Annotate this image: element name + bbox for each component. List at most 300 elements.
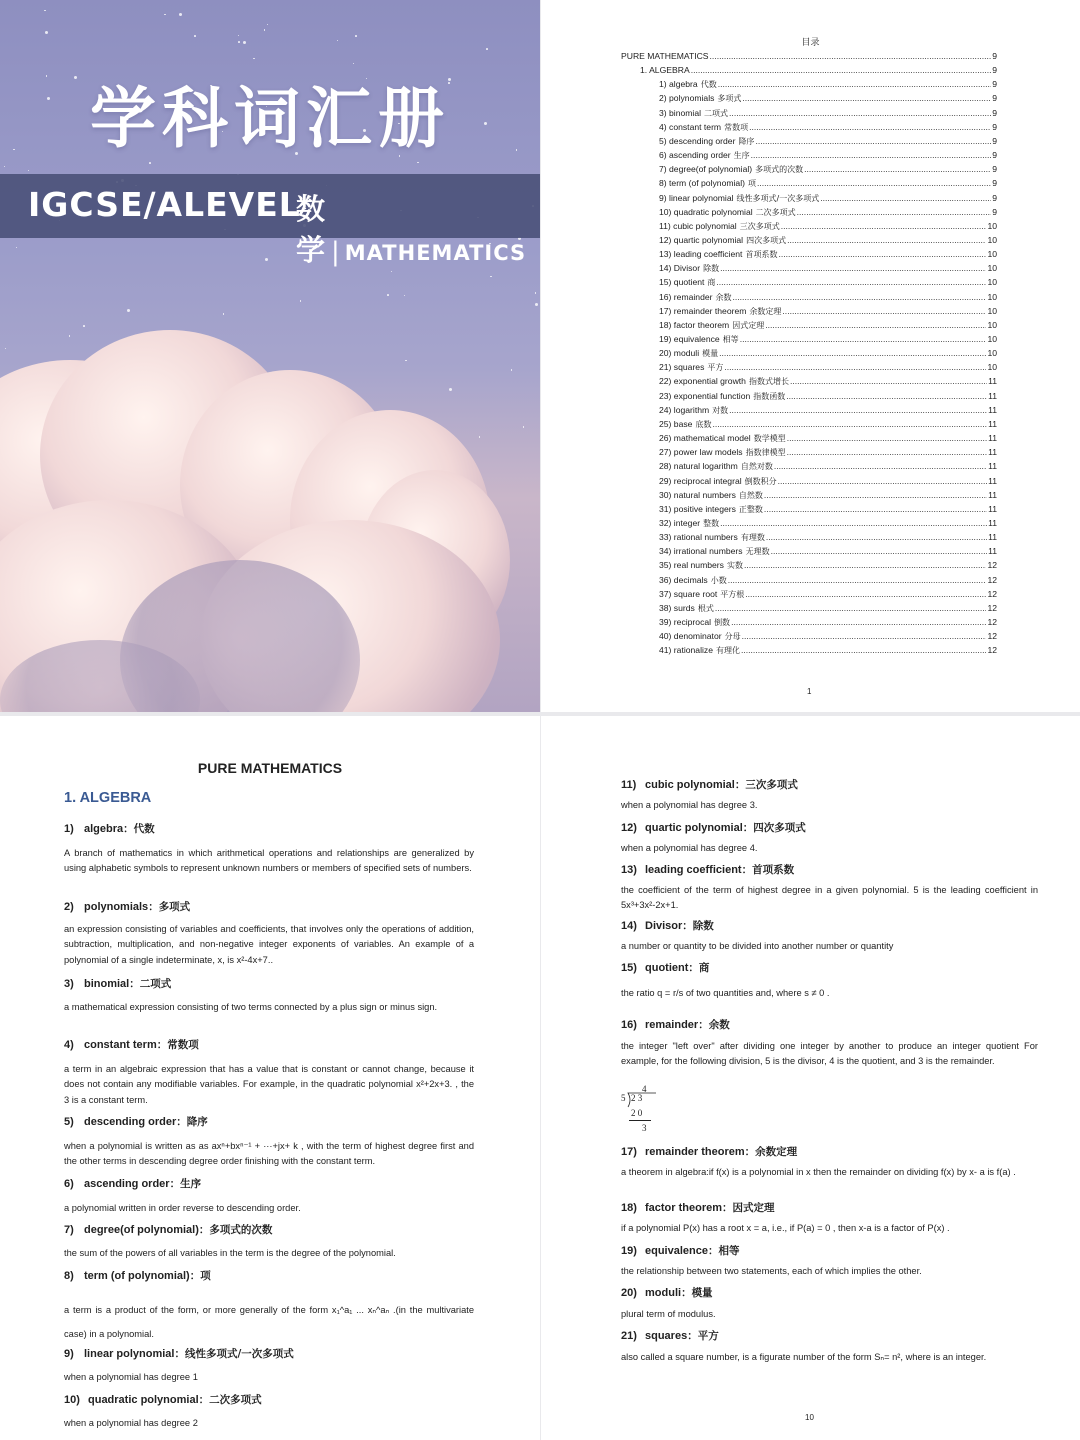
entry-colon: ： (169, 1178, 181, 1190)
star (69, 335, 71, 337)
star (267, 24, 269, 26)
entry-term (621, 820, 806, 835)
star (387, 294, 389, 296)
toc-entry[interactable] (659, 389, 997, 404)
entry-colon: ： (682, 920, 693, 932)
entry-definition: the integer "left over" after dividing one integer by another to produce an integer quotient For example, for the following division, 5 is the divisor, 4 is the quotient, and 3 is the remainder. (621, 1041, 1038, 1067)
entry-term (621, 777, 798, 792)
entry-number: 14) (621, 920, 637, 932)
toc-entry-label: 12) quartic polynomial (659, 234, 744, 245)
toc-entry-page: 12 (987, 588, 997, 599)
toc-entry-label: 27) power law models (659, 447, 743, 458)
toc-entry[interactable] (659, 290, 997, 305)
entry-definition: an expression consisting of variables and coefficients, that involves only the operations of addition, subtraction, multiplication, and non-negative integer exponents of variables. An example of a polynomial of a single indeterminate, x, is x²-4x+7.. (64, 924, 474, 965)
entry-term-zh: 生序 (180, 1178, 202, 1190)
toc-entry-page: 10 (987, 362, 997, 373)
toc-entry[interactable] (659, 148, 997, 163)
toc-entry-page: 10 (987, 305, 997, 316)
entry-definition: when a polynomial has degree 1 (64, 1372, 198, 1382)
entry-number: 7) (64, 1224, 74, 1236)
entry-definition: a mathematical expression consisting of two terms connected by a plus sign or minus sign. (64, 1002, 438, 1012)
toc-entry-chinese: 正整数 (738, 504, 763, 514)
toc-leader-dots (797, 205, 992, 219)
toc-entry-chinese: 项 (747, 179, 756, 189)
toc-leader-dots (715, 601, 987, 615)
entry-colon: ： (148, 901, 159, 913)
toc-entry[interactable] (659, 459, 997, 474)
toc-leader-dots (744, 558, 986, 572)
toc-entry[interactable] (659, 275, 997, 290)
entry-colon: ： (156, 1039, 168, 1051)
toc-entry[interactable] (659, 205, 997, 220)
entry-term (621, 918, 714, 933)
toc-entry-chinese: 首项系数 (745, 250, 778, 260)
entry-term-zh: 平方 (697, 1330, 719, 1342)
toc-entry-page: 11 (988, 546, 997, 557)
toc-entry-page: 9 (992, 121, 997, 132)
toc-entry-label: 35) real numbers (659, 560, 724, 571)
entry-term-en: algebra (84, 823, 124, 835)
toc-leader-dots (778, 474, 987, 488)
star (194, 35, 196, 37)
toc-entry-label: 15) quotient (659, 277, 705, 288)
entry-definition: a term is a product of the form, or more generally of the form x₁^a₁ ... xₙ^aₙ .(in the multivariate case) in a polynomial. (64, 1305, 474, 1339)
star (238, 35, 240, 37)
toc-entry-chinese: 三次多项式 (739, 221, 780, 231)
toc-entry[interactable] (621, 49, 997, 63)
entry-term (64, 1176, 201, 1191)
toc-leader-dots (710, 49, 992, 63)
toc-leader-dots (787, 233, 986, 247)
entry-term-zh: 余数 (708, 1019, 730, 1031)
entry-term (64, 899, 190, 914)
toc-entry-chinese: 四次多项式 (746, 235, 787, 245)
entry-term-en: squares (645, 1330, 688, 1342)
star (391, 271, 393, 273)
toc-leader-dots (712, 417, 987, 431)
toc-entry-chinese: 除数 (703, 264, 720, 274)
toc-entry-label: 31) positive integers (659, 503, 736, 514)
toc-entry-chinese: 平方根 (720, 589, 745, 599)
entry-term (621, 960, 709, 975)
toc-entry-page: 11 (988, 433, 997, 444)
entry-term-zh: 四次多项式 (753, 822, 806, 834)
ld-quotient: 4 (642, 1084, 647, 1094)
entry-term-zh: 相等 (718, 1245, 740, 1257)
ld-divisor: 5 (621, 1093, 626, 1103)
star (417, 162, 419, 164)
toc-entry-chinese: 倒数积分 (744, 476, 777, 486)
toc-entry-label: 8) term (of polynomial) (659, 178, 745, 189)
toc-entry-page: 11 (988, 418, 997, 429)
toc-leader-dots (720, 516, 987, 530)
star (28, 170, 30, 172)
toc-entry[interactable] (659, 332, 997, 347)
toc-entry[interactable] (659, 643, 997, 658)
toc-entry[interactable] (659, 431, 997, 446)
toc-entry[interactable] (659, 615, 997, 630)
entry-term-en: quotient (645, 962, 689, 974)
star (535, 292, 537, 294)
toc-entry-label: 17) remainder theorem (659, 305, 747, 316)
toc-entry[interactable] (659, 374, 997, 389)
page-heading: PURE MATHEMATICS (197, 760, 343, 776)
star (223, 313, 225, 315)
page-number: 10 (805, 1413, 814, 1422)
entry-term-en: Divisor (645, 920, 683, 932)
toc-entry-chinese: 底数 (695, 419, 712, 429)
toc-entry-label: 22) exponential growth (659, 376, 746, 387)
entry-colon: ： (707, 1245, 719, 1257)
toc-entry-chinese: 生序 (733, 151, 750, 161)
entry-term-en: leading coefficient (645, 864, 742, 876)
entry-definition: a polynomial written in order reverse to descending order. (64, 1203, 301, 1213)
entry-definition: the sum of the powers of all variables in the term is the degree of the polynomial. (64, 1248, 396, 1258)
star (4, 166, 6, 168)
toc-entry-chinese: 有理数 (740, 533, 765, 543)
entry-number: 17) (621, 1146, 637, 1158)
star (300, 300, 302, 302)
entry-term-zh: 除数 (692, 920, 714, 932)
entry-number: 12) (621, 822, 637, 834)
entry-number: 6) (64, 1178, 74, 1190)
toc-entry-page: 9 (992, 192, 997, 203)
toc-leader-dots (731, 615, 986, 629)
toc-leader-dots (724, 360, 986, 374)
toc-entry-chinese: 指数函数 (753, 391, 786, 401)
toc-entry-chinese: 根式 (697, 603, 714, 613)
toc-leader-dots (804, 162, 991, 176)
toc-leader-dots (774, 459, 987, 473)
toc-entry-page: 11 (988, 517, 997, 528)
entry-term (64, 821, 155, 836)
toc-entry-label: 4) constant term (659, 121, 722, 132)
entry-definition: when a polynomial has degree 4. (621, 843, 758, 853)
toc-entry-chinese: 平方 (707, 363, 724, 373)
toc-entry-page: 10 (987, 319, 997, 330)
toc-entry[interactable] (659, 360, 997, 375)
toc-entry[interactable] (659, 77, 997, 92)
entry-number: 21) (621, 1330, 637, 1342)
toc-entry[interactable] (659, 134, 997, 149)
entry-number: 3) (64, 978, 74, 990)
toc-entry[interactable] (659, 91, 997, 106)
toc-entry-chinese: 常数项 (724, 122, 749, 132)
toc-entry-page: 10 (987, 277, 997, 288)
toc-entry-page: 12 (987, 574, 997, 585)
toc-entry[interactable] (640, 63, 997, 77)
toc-entry-chinese: 多项式 (717, 94, 742, 104)
toc-leader-dots (786, 389, 987, 403)
entry-colon: ： (198, 1394, 210, 1406)
toc-entry[interactable] (659, 346, 997, 361)
entry-term-zh: 多项式 (158, 901, 191, 913)
star (164, 14, 166, 16)
star (265, 258, 268, 261)
toc-entry-chinese: 数学模型 (753, 434, 786, 444)
entry-colon: ： (722, 1202, 733, 1214)
toc-entry-label: 6) ascending order (659, 150, 731, 161)
toc-entry-label: 34) irrational numbers (659, 546, 743, 557)
toc-entry[interactable] (659, 233, 997, 248)
entry-number: 13) (621, 864, 637, 876)
toc-entry-chinese: 分母 (724, 632, 741, 642)
star (404, 295, 406, 297)
star (179, 13, 182, 16)
toc-leader-dots (757, 176, 991, 190)
entry-term (64, 1222, 272, 1237)
entry-definition: also called a square number, is a figurate number of the form Sₙ= n², where is an integer. (621, 1352, 987, 1362)
toc-entry[interactable] (659, 417, 997, 432)
entry-term-zh: 线性多项式/一次多项式 (184, 1348, 294, 1360)
toc-entry-chinese: 倒数 (714, 618, 731, 627)
toc-entry-page: 10 (987, 291, 997, 302)
toc-entry[interactable] (659, 544, 997, 559)
toc-entry-label: 7) degree(of polynomial) (659, 164, 753, 175)
entry-term-en: cubic polynomial (645, 779, 735, 791)
entry-definition: the ratio q = r/s of two quantities and, where s ≠ 0 . (621, 988, 830, 998)
toc-leader-dots (729, 403, 987, 417)
star (264, 29, 266, 31)
toc-entry[interactable] (659, 558, 997, 573)
toc-entry[interactable] (659, 502, 997, 517)
toc-entry-chinese: 余数定理 (749, 306, 782, 316)
star (353, 63, 355, 65)
entry-term (621, 1328, 719, 1343)
toc-entry-chinese: 无理数 (745, 547, 770, 557)
entry-colon: ： (687, 1330, 698, 1342)
entry-definition: a theorem in algebra:if f(x) is a polynomial in x then the remainder on dividing f(x) by x- a is f(a) . (621, 1167, 1016, 1177)
toc-entry-page: 11 (988, 475, 997, 486)
toc-entry-page: 9 (992, 79, 997, 90)
entry-term-en: quadratic polynomial (88, 1394, 199, 1406)
toc-entry-chinese: 自然数 (738, 490, 763, 500)
toc-entry-label: 3) binomial (659, 107, 702, 118)
toc-entry-page: 11 (988, 532, 997, 543)
toc-entry[interactable] (659, 162, 997, 177)
toc-title: 目录 (801, 38, 820, 48)
entry-colon: ： (123, 823, 134, 835)
toc-entry-chinese: 模量 (702, 349, 719, 359)
toc-entry-page: 10 (987, 249, 997, 260)
toc-leader-dots (765, 318, 986, 332)
entry-term-en: quartic polynomial (645, 822, 743, 834)
entry-term-en: linear polynomial (84, 1348, 175, 1360)
star (490, 276, 492, 278)
toc-entry-label: 20) moduli (659, 348, 700, 359)
toc-leader-dots (764, 502, 987, 516)
entry-term-zh: 二次多项式 (209, 1394, 262, 1406)
entry-colon: ： (681, 1287, 692, 1299)
toc-leader-dots (820, 191, 991, 205)
entry-definition: the relationship between two statements, each of which implies the other. (621, 1266, 922, 1276)
toc-leader-dots (755, 134, 991, 148)
toc-entry-page: 9 (992, 135, 997, 146)
toc-entry-chinese: 多项式的次数 (755, 165, 804, 175)
toc-entry[interactable] (659, 219, 997, 234)
entry-definition: A branch of mathematics in which arithmetical operations and relationships are generalized by using alphabetic symbols to represent unknown numbers or members of specified sets of numbers. (64, 848, 474, 874)
cover-banner (0, 174, 540, 267)
toc-entry-label: 1. ALGEBRA (640, 65, 690, 76)
entry-term-zh: 因式定理 (732, 1202, 775, 1214)
entry-number: 11) (621, 779, 637, 791)
entry-term-zh: 商 (698, 962, 710, 974)
toc-entry[interactable] (659, 573, 997, 588)
toc-entry[interactable] (659, 445, 997, 460)
star (238, 41, 240, 43)
toc-leader-dots (764, 488, 987, 502)
toc-entry[interactable] (659, 530, 997, 545)
toc-entry[interactable] (659, 106, 997, 121)
toc-entry-label: 28) natural logarithm (659, 461, 738, 472)
entry-definition: a number or quantity to be divided into another number or quantity (621, 941, 894, 951)
star (16, 247, 18, 249)
toc-entry-label: 13) leading coefficient (659, 249, 743, 260)
toc-entry-label: 14) Divisor (659, 263, 701, 274)
toc-entry[interactable] (659, 247, 997, 262)
toc-entry-chinese: 线性多项式/一次多项式 (736, 193, 820, 203)
toc-leader-dots (745, 587, 986, 601)
toc-entry-page: 11 (988, 503, 997, 514)
toc-entry[interactable] (659, 629, 997, 644)
toc-entry-chinese: 商 (707, 278, 716, 288)
entry-number: 2) (64, 901, 74, 913)
toc-entry-chinese: 对数 (712, 405, 729, 415)
star (5, 348, 7, 350)
toc-entry[interactable] (659, 304, 997, 319)
toc-entry-label: 11) cubic polynomial (659, 220, 737, 231)
entry-term-en: descending order (84, 1116, 177, 1128)
toc-entry-label: 10) quadratic polynomial (659, 206, 753, 217)
toc-leader-dots (751, 148, 992, 162)
entry-colon: ： (688, 962, 699, 974)
entry-term-zh: 三次多项式 (745, 779, 798, 791)
toc-entry-page: 12 (987, 560, 997, 571)
star (479, 436, 481, 438)
entry-term-zh: 项 (200, 1270, 211, 1282)
cover-title: 学科词汇册 (90, 80, 450, 157)
toc-entry-page: 11 (988, 404, 997, 415)
entry-term (64, 1346, 294, 1361)
ld-remainder: 3 (642, 1123, 647, 1133)
entry-number: 10) (64, 1394, 80, 1406)
star (355, 35, 357, 37)
toc-entry[interactable] (659, 191, 997, 206)
toc-entry-page: 9 (992, 65, 997, 76)
entry-term-en: remainder theorem (645, 1146, 745, 1158)
toc-entry-label: 2) polynomials (659, 93, 715, 104)
toc-entry-chinese: 小数 (710, 575, 727, 585)
star (405, 360, 407, 362)
entry-number: 5) (64, 1116, 74, 1128)
entry-term-en: term (of polynomial) (84, 1270, 190, 1282)
entry-term-zh: 二项式 (139, 978, 172, 990)
subject-separator: | (331, 237, 340, 267)
star (337, 40, 339, 42)
toc-entry-page: 11 (988, 390, 997, 401)
toc-entry-page: 11 (988, 489, 997, 500)
toc-entry[interactable] (659, 474, 997, 489)
entry-number: 15) (621, 962, 637, 974)
toc-entry-page: 11 (988, 376, 997, 387)
entry-number: 9) (64, 1348, 74, 1360)
toc-entry-label: 33) rational numbers (659, 532, 738, 543)
entry-term-en: equivalence (645, 1245, 708, 1257)
toc-entry-page: 9 (992, 93, 997, 104)
toc-entry-chinese: 余数 (715, 292, 732, 302)
toc-entry-page: 9 (992, 178, 997, 189)
entry-colon: ： (189, 1270, 201, 1282)
star (127, 309, 130, 312)
star (253, 58, 255, 60)
star (45, 31, 48, 34)
entry-term-en: factor theorem (645, 1202, 723, 1214)
toc-entry-label: 9) linear polynomial (659, 192, 734, 203)
ld-product: 2 0 (631, 1108, 643, 1118)
entry-number: 1) (64, 823, 74, 835)
toc-entry-chinese: 降序 (738, 136, 755, 146)
entry-number: 19) (621, 1245, 637, 1257)
toc-entry-label: 36) decimals (659, 574, 708, 585)
toc-leader-dots (720, 261, 986, 275)
toc-leader-dots (729, 106, 991, 120)
entry-number: 20) (621, 1287, 637, 1299)
entry-term-en: binomial (84, 978, 130, 990)
toc-leader-dots (728, 573, 987, 587)
toc-entry-page: 9 (992, 150, 997, 161)
toc-entry[interactable] (659, 587, 997, 602)
entry-number: 16) (621, 1019, 637, 1031)
toc-entry-chinese: 指数律模型 (745, 448, 786, 458)
entry-term (64, 1268, 211, 1283)
ld-dividend: 2 3 (631, 1093, 643, 1103)
toc-entry-label: 41) rationalize (659, 645, 713, 656)
toc-entry[interactable] (659, 601, 997, 616)
toc-entry-label: 1) algebra (659, 79, 698, 90)
entry-colon: ： (744, 1146, 756, 1158)
toc-entry[interactable] (659, 318, 997, 333)
entry-term (64, 1392, 262, 1407)
exam-label: IGCSE/ALEVEL (28, 185, 301, 224)
toc-entry[interactable] (659, 176, 997, 191)
star (44, 10, 46, 12)
toc-entry[interactable] (659, 120, 997, 135)
subject-en: MATHEMATICS (344, 241, 527, 265)
toc-entry-label: PURE MATHEMATICS (621, 51, 709, 61)
toc-entry[interactable] (659, 516, 997, 531)
toc-entry-chinese: 相等 (722, 335, 739, 344)
toc-entry-label: 24) logarithm (659, 404, 710, 415)
content-page-10 (541, 716, 1080, 1440)
entry-definition: the coefficient of the term of highest degree in a given polynomial. 5 is the leading coefficient in 5x³+3x²-2x+1. (621, 885, 1038, 911)
toc-entry[interactable] (659, 488, 997, 503)
toc-entry-page: 9 (992, 107, 997, 118)
toc-entry-page: 11 (988, 461, 997, 472)
toc-entry-chinese: 整数 (703, 518, 720, 528)
toc-leader-dots (778, 247, 986, 261)
entry-term-en: remainder (645, 1019, 699, 1031)
entry-term-en: polynomials (84, 901, 149, 913)
entry-colon: ： (129, 978, 140, 990)
toc-leader-dots (790, 374, 987, 388)
toc-entry[interactable] (659, 261, 997, 276)
ld-rule (629, 1120, 651, 1121)
entry-term-zh: 常数项 (167, 1039, 199, 1051)
toc-entry-chinese: 指数式增长 (748, 377, 789, 387)
toc-entry-chinese: 二次多项式 (755, 207, 796, 217)
toc-entry[interactable] (659, 403, 997, 418)
toc-entry-page: 10 (987, 348, 997, 359)
